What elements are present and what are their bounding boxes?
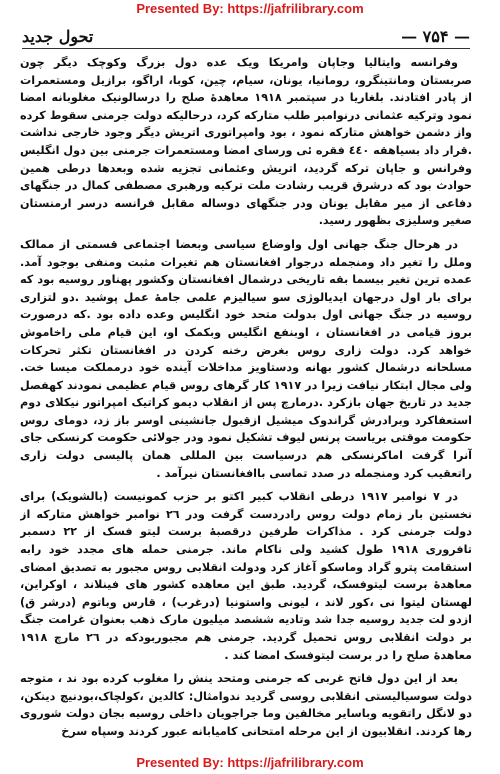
paragraph: بعد از این دول فاتح غربی که جرمنی ومتحد ینش را مغلوب کرده بود ند ، متوجه دولت سوسیالیستی انقلابی روسی گردید ندوامثال: کالدین ،کولچاک،بودنیچ دینکن، دو لانگل راتقویه وباسایر مخالفین وما جراجویان داخلی روسیه بجان دولت شوروی رها کردند. انقلابیون از این مرحله امتحانی کامیابانه عبور کردند وسپاه سرخ (20, 672, 472, 738)
paragraph: وفرانسه وایتالیا وجاپان وامریکا ویک عده دول بزرگ وکوچک دیگر چون صربستان ومانتینگرو، رومانیا، یونان، سیام، چین، کوبا، اراگو، برازیل ومستعمرات از پادر افتادند. بلغاریا در سپتمبر ۱۹۱۸ معاهدۀ صلح را درسالونیک مغلوبانه امضا نمود وترکیه عثمانی درنوامبر طلب متارکه کرد، درحالیکه دولت جرمنی سقوط کرده واز دشمن خواهش متارکه نمود ، بود وامپراتوری اتریش دیگر وجود خارجی نداشت .قرار داد بسیاهقه ٤٤٠ فقره ئی ورسای امضا ومستعمرات جرمنی بین دول انگلیس وفرانس و جاپان ترکه گردید، اتریش وعثمانی تجزیه شده وبعدها درطی همین حوادث بود که درشرق قریب رشادت ملت ترکیه ورهبری مصطفی کمال در جنگهای دفاعی از میر مقابل یونان ودر جنگهای دوساله مقابل فرانسه درسر ارمنستان صغیر وسلیزی بظهور رسید. (20, 56, 472, 228)
paragraph: در ۷ نوامبر ۱۹۱۷ درطی انقلاب کبیر اکتو بر حزب کمونیست (بالشویک) برای نخستین بار زمام دولت روس رادردست گرفت ودر ۲٦ نوامبر خواهش متارکه از دولت جرمنی کرد . مذاکرات طرفین درقصبۀ برست لیتو فسک از ۲۲ دسمبر تافروری ۱۹۱۸ طول کشید ولی ناکام ماند. جرمنی حمله های مجدد خود رابه استقامت پترو گراد وماسکو آغاز کرد ودولت انقلابی روس مجبور به تصدیق امضای معاهدۀ برست لیتوفسک، گردید. طبق این معاهده کشور های فینلاند ، اوکراین، لهستان لیتوا نی ،کور لاند ، لیونی واستونیا (درغرب) ، قارس وباتوم (درشر ق) ازدو لت جدید روسیه جدا شد وتادیه ششصد میلیون مارک ذهب بعنوان غرامت جنگ بر دولت انقلابی روس تحمیل گردید. جرمنی هم مجبوربودکه در ۲٦ مارچ ۱۹۱۸ معاهدۀ صلح را در برست لیتوفسک امضا کند . (20, 490, 472, 662)
banner-bottom[interactable]: Presented By: https://jafrilibrary.com (136, 755, 364, 770)
page-header (22, 24, 470, 49)
page-title: تحول جدید (22, 26, 94, 46)
page-number: — ۷۵۴ — (401, 26, 470, 46)
body-text (20, 54, 472, 750)
paragraph: در هرحال جنگ جهانی اول واوضاع سیاسی وبعضا اجتماعی قسمتی از ممالک وملل را تغیر داد ومنجمله درجوار افغانستان هم تغیرات مثبت ومنفی بوجود آمد. عمده ترین تغیر بیسما بقه تاریخی درشمال افغانستان وکشور پهناور روسیه بود که برای بار اول درجهان ایدیالوژی سو سیالیزم علمی جامۀ عمل پوشید .دو لتزاری روسیه در جنگ جهانی اول بدولت متحد خود انگلیس وعده داده بود .که درصورت بروز قیامی در افغانستان ، اوبنفع انگلیس وبکمک او، این قیام ملی راخاموش خواهد کرد. دولت زاری روس بغرض رخنه کردن در افغانستان تکثر تحرکات مسلحانه درشمال کشور بهانه ودستاویز مداخلات آینده خود درمملکت میسا خت. ولی مجال ابتکار نیافت زیرا در ۱۹۱۷ کار گرهای روس قیام عظیمی نمودند کهفصل جدید در تاریخ جهان بازکرد .درمارچ پس از انقلاب دیمو کراتیک امپراتور نیکلای دوم استعفاکرد وبرادرش گراندوک میشیل ازقبول جانشینی اوسر باز زد، دومای روس حکومت موقتی بریاست پرنس لیوف تشکیل نمود ودر جولائی حکومت کرنسکی جای آنرا گرفت اماکرنسکی هم درسیاست بین المللی همان پالیسی دولت زاری راتعقیب کرد ومنجمله در صدد تماسی باافغانستان نیرآمد . (20, 237, 472, 480)
banner-top[interactable]: Presented By: https://jafrilibrary.com (136, 1, 364, 16)
